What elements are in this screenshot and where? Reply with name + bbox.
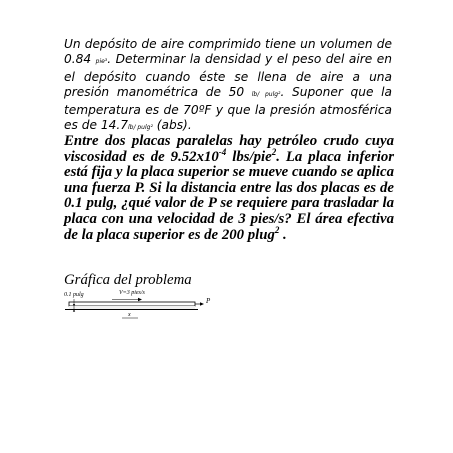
force-label: P: [206, 297, 211, 305]
problem-1-paragraph: [64, 37, 392, 135]
plates-diagram: [60, 294, 220, 324]
unit-pressure-atm: lb/ pulg²: [127, 124, 153, 132]
exponent-viscosity: -4: [218, 146, 227, 157]
problem-1-text-d: (abs).: [152, 118, 192, 133]
problem-2-text-c: . La placa inferior está fija y la placa superior se mueve cuando se aplica una fuerza P. Si la distancia entre las dos placas es de 0.1 pulg, ¿qué valor de P se requiere para trasladar la placa con una velocidad de 3 pies/s? El área efectiva de la placa superior es de 200 plug: [64, 148, 394, 243]
force-arrowhead: [200, 302, 204, 305]
problem-2-text-b: lbs/pie: [226, 148, 272, 165]
velocity-label: V=3 pies/s: [119, 290, 145, 296]
upper-plate: [69, 302, 195, 306]
oil-layer: [69, 306, 195, 309]
problem-1-text-b: . Determinar la densidad y el peso del aire en el depósito cuando éste se llena de aire a una presión manométrica de 50: [64, 52, 392, 100]
x-label: x: [128, 312, 131, 318]
velocity-arrowhead: [138, 298, 142, 301]
problem-1-text-c: . Suponer que la temperatura es de 70ºF y que la presión atmosférica es de 14.7: [64, 85, 392, 133]
unit-volume: pie³: [95, 58, 108, 66]
figure-heading: Gráfica del problema: [64, 272, 192, 288]
problem-2-text-a: Entre dos placas paralelas hay petróleo crudo cuya viscosidad es de 9.52x10: [64, 133, 394, 165]
exponent-pie: 2: [271, 146, 277, 157]
gap-label: 0.1 pulg: [64, 292, 84, 298]
unit-pressure-gauge: lb/ pulg²: [251, 91, 281, 99]
problem-1-text-a: Un depósito de aire comprimido tiene un volumen de 0.84: [64, 37, 392, 67]
problem-2-text-d: .: [279, 226, 287, 243]
exponent-area: 2: [274, 224, 280, 235]
problem-2-paragraph: [64, 134, 394, 243]
